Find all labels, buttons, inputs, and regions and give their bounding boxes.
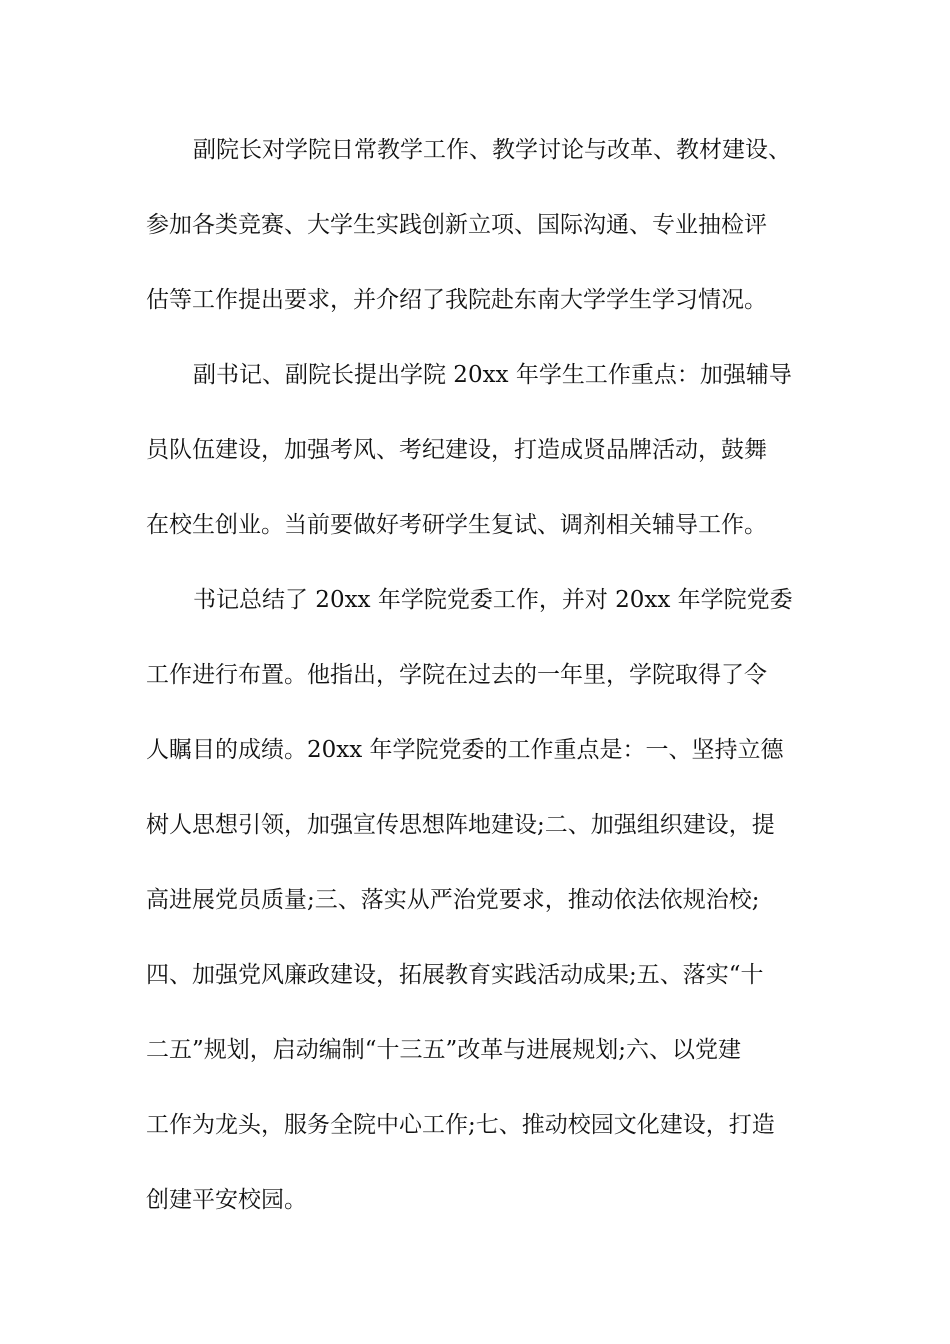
paragraph-3-line-2: 工作进行布置。他指出，学院在过去的一年里，学院取得了令 (146, 662, 767, 688)
paragraph-2-line-3: 在校生创业。当前要做好考研学生复试、调剂相关辅导工作。 (146, 512, 767, 538)
paragraph-3-line-9: 创建平安校园。 (146, 1187, 307, 1213)
paragraph-3-line-3: 人瞩目的成绩。20xx 年学院党委的工作重点是：一、坚持立德 (146, 737, 784, 763)
paragraph-1-line-2: 参加各类竞赛、大学生实践创新立项、国际沟通、专业抽检评 (146, 212, 767, 238)
paragraph-2-line-1: 副书记、副院长提出学院 20xx 年学生工作重点：加强辅导 (193, 362, 792, 388)
paragraph-1-line-1: 副院长对学院日常教学工作、教学讨论与改革、教材建设、 (193, 137, 791, 163)
paragraph-1-line-3: 估等工作提出要求，并介绍了我院赴东南大学学生学习情况。 (146, 287, 767, 313)
paragraph-3-line-5: 高进展党员质量;三、落实从严治党要求，推动依法依规治校; (146, 887, 760, 913)
paragraph-3-line-1: 书记总结了 20xx 年学院党委工作，并对 20xx 年学院党委 (193, 587, 793, 613)
paragraph-3-line-4: 树人思想引领，加强宣传思想阵地建设;二、加强组织建设，提 (146, 812, 775, 838)
paragraph-3-line-7: 二五”规划，启动编制“十三五”改革与进展规划;六、以党建 (146, 1037, 742, 1063)
paragraph-2-line-2: 员队伍建设，加强考风、考纪建设，打造成贤品牌活动，鼓舞 (146, 437, 767, 463)
paragraph-3-line-8: 工作为龙头，服务全院中心工作;七、推动校园文化建设，打造 (146, 1112, 775, 1138)
paragraph-3-line-6: 四、加强党风廉政建设，拓展教育实践活动成果;五、落实“十 (146, 962, 764, 988)
